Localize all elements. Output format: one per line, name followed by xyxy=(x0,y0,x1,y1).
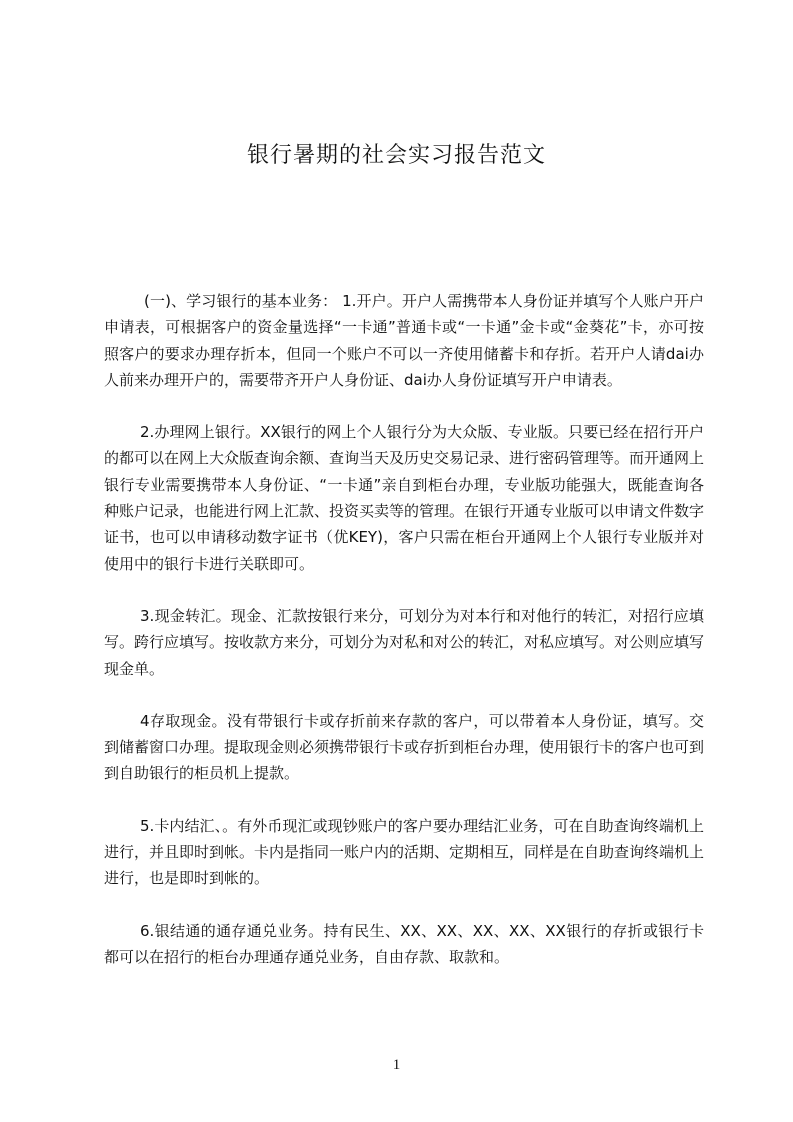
paragraph-account-opening: (一)、学习银行的基本业务： 1.开户。开户人需携带本人身份证并填写个人账户开户申请表，可根据客户的资金量选择“一卡通”普通卡或“一卡通”金卡或“金葵花”卡，亦可按照客户的要求办理存折本，但同一个账户不可以一齐使用储蓄卡和存折。若开户人请dai办人前来办理开户的，需要带齐开户人身份证、dai办人身份证填写开户申请表。 xyxy=(104,292,704,389)
paragraph-card-settlement: 5.卡内结汇、。有外币现汇或现钞账户的客户要办理结汇业务，可在自助查询终端机上进行，并且即时到帐。卡内是指同一账户内的活期、定期相互，同样是在自助查询终端机上进行，也是即时到帐的。 xyxy=(104,816,705,888)
document-body xyxy=(104,288,704,996)
document-title: 银行暑期的社会实习报告范文 xyxy=(246,143,546,168)
paragraph-online-banking: 2.办理网上银行。XX银行的网上个人银行分为大众版、专业版。只要已经在招行开户的都可以在网上大众版查询余额、查询当天及历史交易记录、进行密码管理等。而开通网上银行专业需要携带本人身份证、“一卡通”亲自到柜台办理，专业版功能强大，既能查询各种账户记录，也能进行网上汇款、投资买卖等的管理。在银行开通专业版可以申请文件数字证书，也可以申请移动数字证书（优KEY)，客户只需在柜台开通网上个人银行专业版并对使用中的银行卡进行关联即可。 xyxy=(104,423,705,573)
paragraph-cash-deposit-withdrawal: 4存取现金。没有带银行卡或存折前来存款的客户，可以带着本人身份证，填写。交到储蓄窗口办理。提取现金则必须携带银行卡或存折到柜台办理，使用银行卡的客户也可到到自助银行的柜员机上提款。 xyxy=(104,711,705,783)
paragraph-universal-deposit: 6.银结通的通存通兑业务。持有民生、XX、XX、XX、XX、XX银行的存折或银行卡都可以在招行的柜台办理通存通兑业务，自由存款、取款和。 xyxy=(104,921,704,966)
paragraph-cash-transfer: 3.现金转汇。现金、汇款按银行来分，可划分为对本行和对他行的转汇，对招行应填写。跨行应填写。按收款方来分，可划分为对私和对公的转汇，对私应填写。对公则应填写现金单。 xyxy=(104,606,705,678)
page-number: 1 xyxy=(392,1057,401,1073)
